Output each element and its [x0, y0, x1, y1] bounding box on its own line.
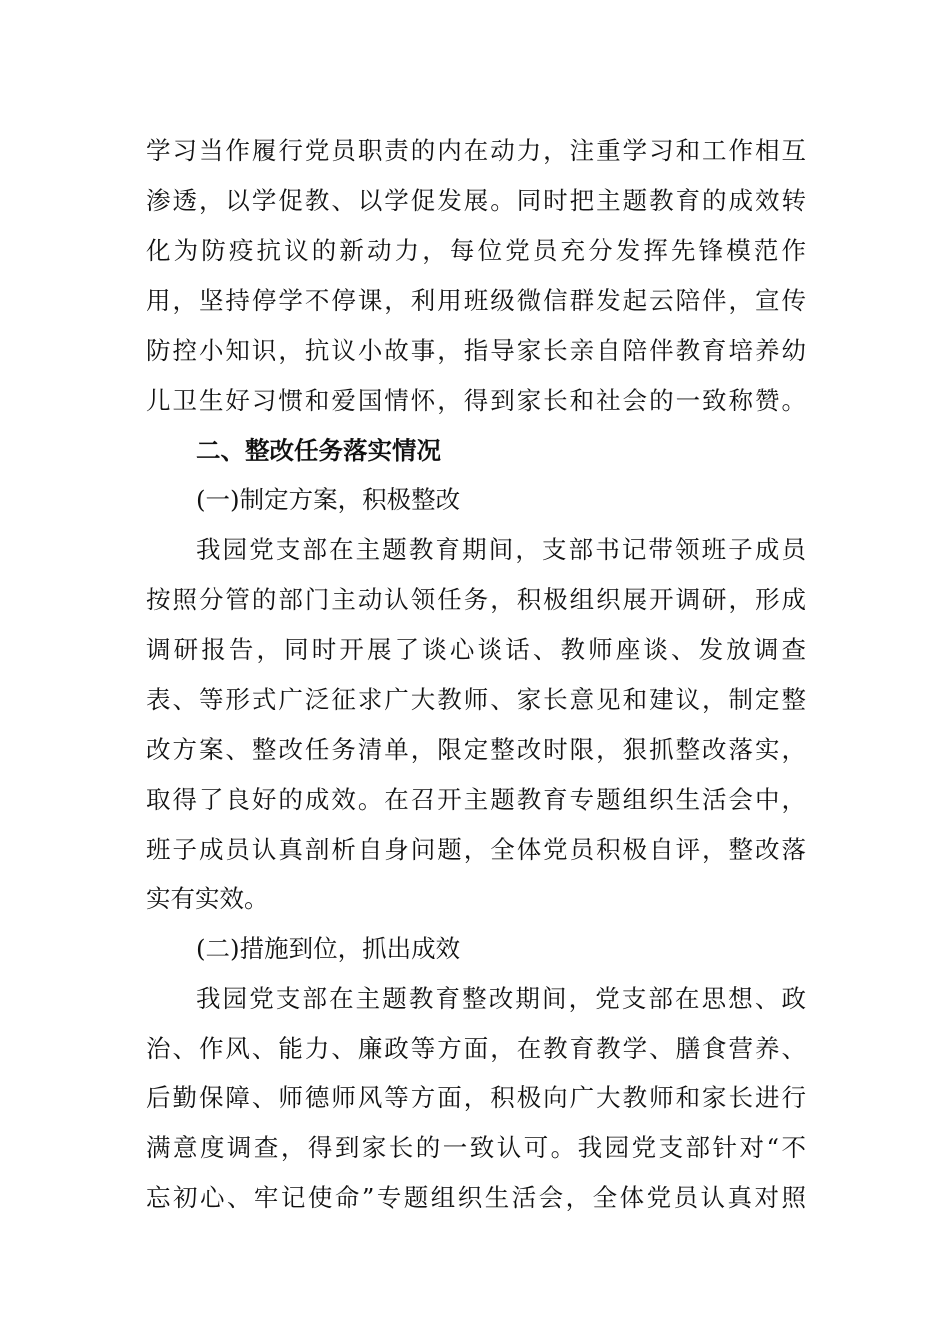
paragraph-line: 班子成员认真剖析自身问题，全体党员积极自评，整改落: [146, 835, 806, 864]
paragraph-line: 防控小知识，抗议小故事，指导家长亲自陪伴教育培养幼: [146, 336, 806, 365]
paragraph-line: 表、等形式广泛征求广大教师、家长意见和建议，制定整: [146, 685, 806, 714]
paragraph-line: 后勤保障、师德师风等方面，积极向广大教师和家长进行: [146, 1083, 806, 1112]
subsection-heading: (一)制定方案，积极整改: [196, 485, 461, 514]
paragraph-line: 取得了良好的成效。在召开主题教育专题组织生活会中，: [146, 785, 806, 814]
paragraph-line: 用，坚持停学不停课，利用班级微信群发起云陪伴，宣传: [146, 286, 806, 315]
section-heading: 二、整改任务落实情况: [196, 436, 441, 465]
paragraph-line: 实有实效。: [146, 884, 269, 913]
paragraph-line: 改方案、整改任务清单，限定整改时限，狠抓整改落实，: [146, 735, 806, 764]
paragraph-line: 我园党支部在主题教育整改期间，党支部在思想、政: [196, 984, 806, 1013]
paragraph-line: 治、作风、能力、廉政等方面，在教育教学、膳食营养、: [146, 1034, 806, 1063]
paragraph-line: 化为防疫抗议的新动力，每位党员充分发挥先锋模范作: [146, 236, 806, 265]
paragraph-line: 按照分管的部门主动认领任务，积极组织展开调研，形成: [146, 585, 806, 614]
paragraph-line: 渗透，以学促教、以学促发展。同时把主题教育的成效转: [146, 186, 806, 215]
subsection-heading: (二)措施到位，抓出成效: [196, 934, 461, 963]
paragraph-line: 儿卫生好习惯和爱国情怀，得到家长和社会的一致称赞。: [146, 386, 806, 415]
paragraph-line: 学习当作履行党员职责的内在动力，注重学习和工作相互: [146, 136, 806, 165]
paragraph-line: 满意度调查，得到家长的一致认可。我园党支部针对“不: [146, 1133, 806, 1162]
paragraph-line: 调研报告，同时开展了谈心谈话、教师座谈、发放调查: [146, 635, 806, 664]
paragraph-line: 忘初心、牢记使命”专题组织生活会，全体党员认真对照: [146, 1183, 806, 1212]
paragraph-line: 我园党支部在主题教育期间，支部书记带领班子成员: [196, 535, 806, 564]
